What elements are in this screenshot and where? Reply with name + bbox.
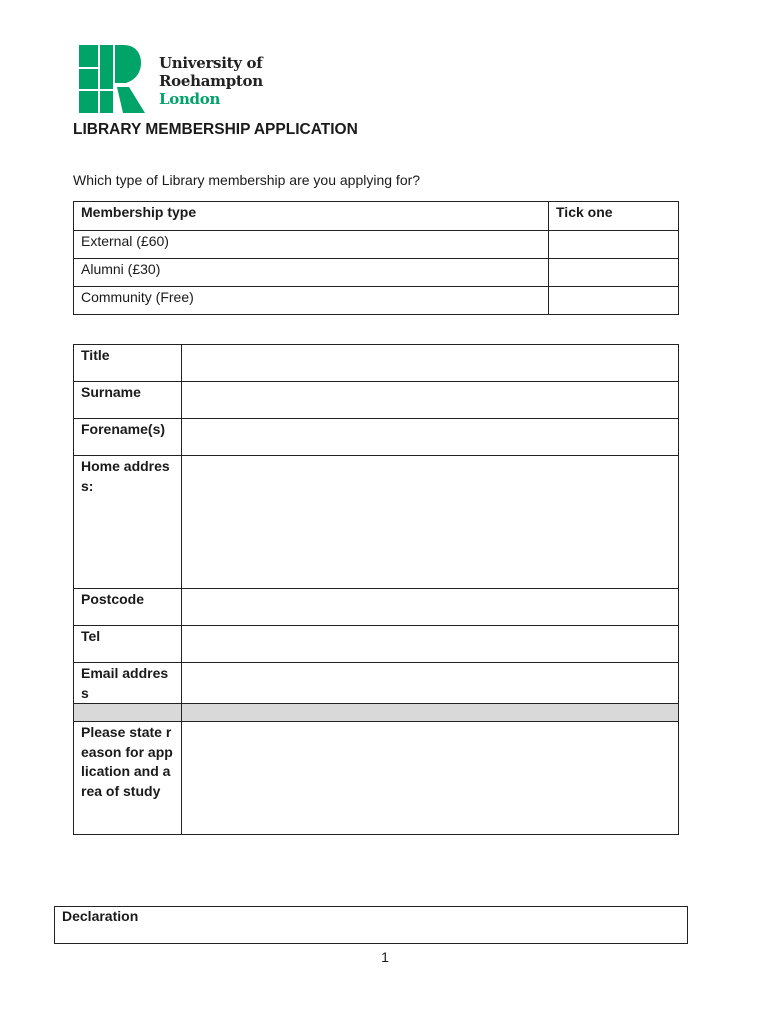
tel-label: Tel xyxy=(74,626,182,663)
membership-row-alumni xyxy=(74,259,679,287)
logo-line-roehampton: Roehampton xyxy=(159,72,263,90)
membership-type-alumni: Alumni (£30) xyxy=(74,259,549,287)
shaded-divider-left xyxy=(74,704,182,722)
tick-cell-external[interactable] xyxy=(549,231,679,259)
tick-one-header: Tick one xyxy=(549,202,679,231)
title-row xyxy=(74,345,679,382)
home-address-label: Home address: xyxy=(74,456,182,589)
university-logo xyxy=(79,45,263,115)
surname-row xyxy=(74,382,679,419)
form-title: LIBRARY MEMBERSHIP APPLICATION xyxy=(73,121,358,138)
title-label: Title xyxy=(74,345,182,382)
forename-field[interactable] xyxy=(182,419,679,456)
logo-line-university: University of xyxy=(159,54,263,72)
reason-row xyxy=(74,722,679,835)
email-field[interactable] xyxy=(182,663,679,704)
title-field[interactable] xyxy=(182,345,679,382)
home-address-field[interactable] xyxy=(182,456,679,589)
tick-cell-community[interactable] xyxy=(549,287,679,315)
logo-line-london: London xyxy=(159,90,221,108)
membership-question: Which type of Library membership are you applying for? xyxy=(73,172,421,188)
postcode-label: Postcode xyxy=(74,589,182,626)
membership-type-header: Membership type xyxy=(74,202,549,231)
membership-row-community xyxy=(74,287,679,315)
home-address-row xyxy=(74,456,679,589)
declaration-label: Declaration xyxy=(55,907,688,944)
membership-header-row xyxy=(74,202,679,231)
membership-type-table xyxy=(73,201,679,315)
shaded-divider-right xyxy=(182,704,679,722)
shaded-divider-row xyxy=(74,704,679,722)
membership-row-external xyxy=(74,231,679,259)
tel-row xyxy=(74,626,679,663)
forename-row xyxy=(74,419,679,456)
page-number: 1 xyxy=(381,949,389,965)
membership-type-community: Community (Free) xyxy=(74,287,549,315)
tel-field[interactable] xyxy=(182,626,679,663)
roehampton-r-logo-icon xyxy=(79,45,145,113)
email-row xyxy=(74,663,679,704)
membership-type-external: External (£60) xyxy=(74,231,549,259)
reason-field[interactable] xyxy=(182,722,679,835)
declaration-box xyxy=(54,906,688,944)
postcode-row xyxy=(74,589,679,626)
postcode-field[interactable] xyxy=(182,589,679,626)
applicant-details-table xyxy=(73,344,679,835)
declaration-row xyxy=(55,907,688,944)
surname-field[interactable] xyxy=(182,382,679,419)
surname-label: Surname xyxy=(74,382,182,419)
email-label: Email address xyxy=(74,663,182,704)
logo-wordmark xyxy=(159,54,263,108)
forename-label: Forename(s) xyxy=(74,419,182,456)
tick-cell-alumni[interactable] xyxy=(549,259,679,287)
reason-label: Please state reason for application and area of study xyxy=(74,722,182,835)
